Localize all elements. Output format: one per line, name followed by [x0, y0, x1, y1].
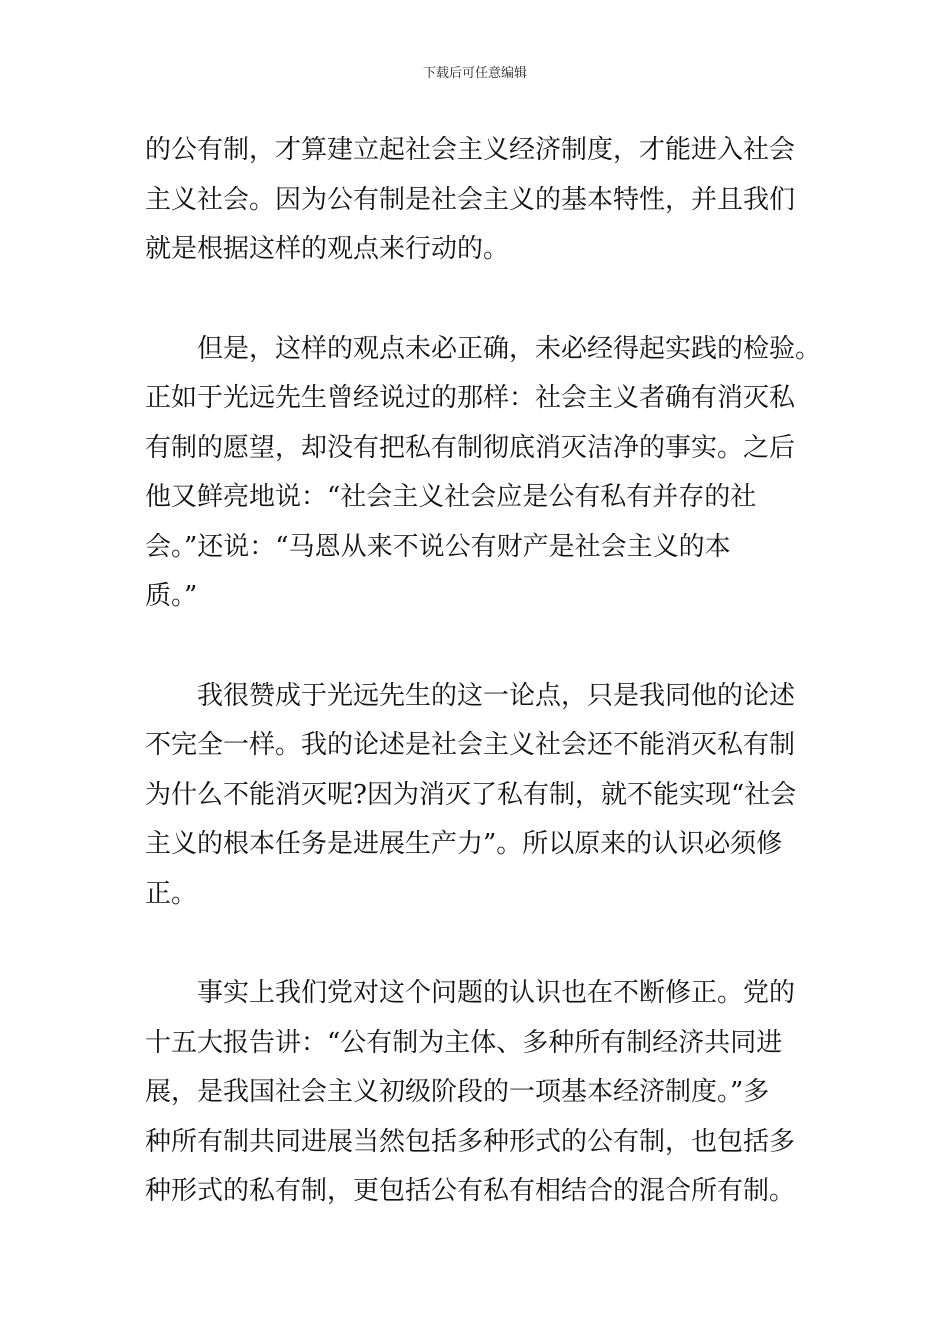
- text-line: 种形式的私有制，更包括公有私有相结合的混合所有制。: [145, 1176, 796, 1206]
- text-line: 但是，这样的观点未必正确，未必经得起实践的检验。: [197, 333, 822, 364]
- text-line: 十五大报告讲：“公有制为主体、多种所有制经济共同进: [145, 1027, 783, 1058]
- text-line: 主义社会。因为公有制是社会主义的基本特性，并且我们: [145, 184, 796, 215]
- document-body: [145, 126, 822, 1217]
- paragraph-1: [145, 126, 815, 275]
- paragraph-3: [145, 672, 815, 920]
- text-line: 质。”: [145, 581, 198, 611]
- text-line: 主义的根本任务是进展生产力”。所以原来的认识必须修: [145, 829, 783, 859]
- paragraph-gap: [145, 275, 815, 325]
- text-line: 种所有制共同进展当然包括多种形式的公有制，也包括多: [145, 1126, 796, 1157]
- text-line: 正如于光远先生曾经说过的那样：社会主义者确有消灭私: [145, 383, 796, 413]
- text-line: 我很赞成于光远先生的这一论点，只是我同他的论述: [197, 680, 796, 711]
- page-header: 下载后可任意编辑: [422, 66, 527, 81]
- text-line: 有制的愿望，却没有把私有制彻底消灭洁净的事实。之后: [145, 432, 796, 463]
- paragraph-gap: [145, 622, 815, 672]
- paragraph-gap: [145, 919, 815, 969]
- text-line: 他又鲜亮地说：“社会主义社会应是公有私有并存的社: [145, 482, 757, 512]
- text-line: 展，是我国社会主义初级阶段的一项基本经济制度。”多: [145, 1077, 770, 1107]
- paragraph-4: [145, 969, 815, 1217]
- text-line: 会。”还说：“马恩从来不说公有财产是社会主义的本: [145, 531, 731, 562]
- text-line: 就是根据这样的观点来行动的。: [145, 234, 510, 264]
- text-line: 的公有制，才算建立起社会主义经济制度，才能进入社会: [145, 135, 796, 165]
- text-line: 正。: [145, 878, 198, 909]
- text-line: 事实上我们党对这个问题的认识也在不断修正。党的: [197, 978, 796, 1008]
- paragraph-2: [145, 325, 822, 622]
- text-line: 为什么不能消灭呢?因为消灭了私有制，就不能实现“社会: [145, 779, 797, 810]
- text-line: 不完全一样。我的论述是社会主义社会还不能消灭私有制: [145, 730, 796, 760]
